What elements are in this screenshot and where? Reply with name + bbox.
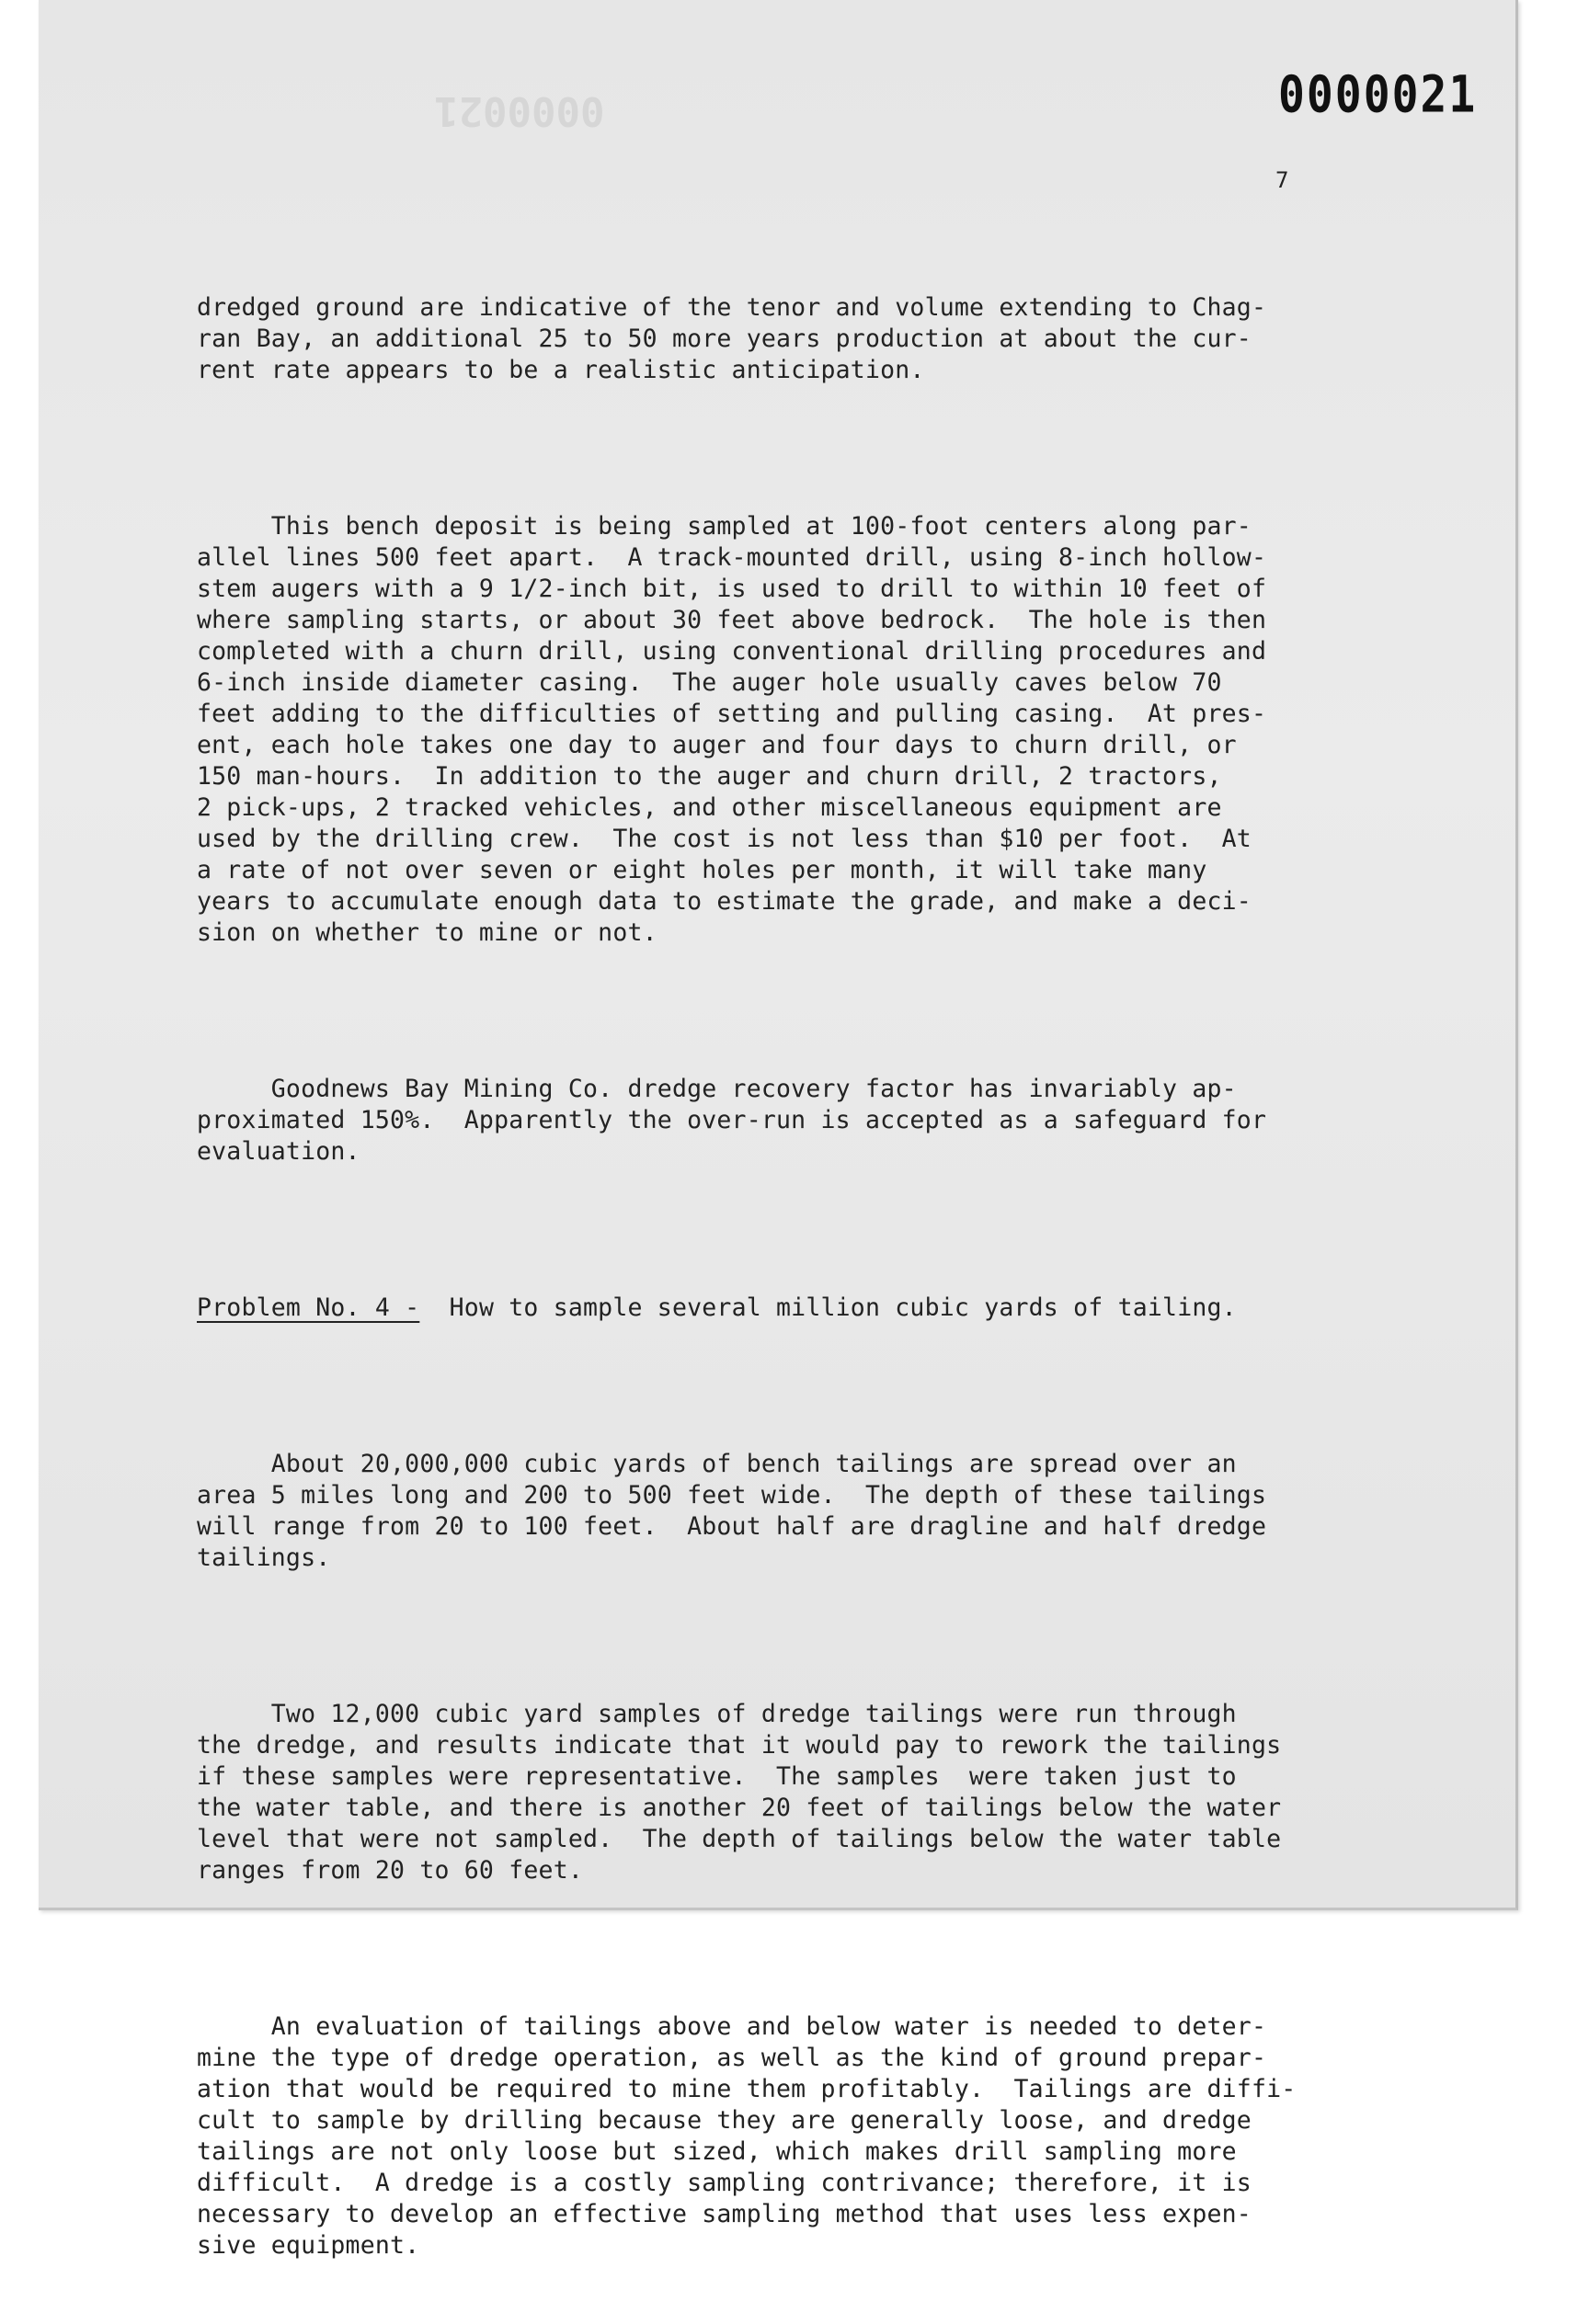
- text-line: level that were not sampled. The depth of tailings below the water table: [197, 1825, 1282, 1853]
- text-line: area 5 miles long and 200 to 500 feet wide. The depth of these tailings: [197, 1481, 1267, 1509]
- problem-heading-label: Problem No. 4 -: [197, 1293, 420, 1322]
- text-line: used by the drilling crew. The cost is not less than $10 per foot. At: [197, 825, 1252, 853]
- paragraph: [197, 1449, 1346, 1574]
- text-line: proximated 150%. Apparently the over-run is accepted as a safeguard for: [197, 1106, 1267, 1134]
- text-line: the water table, and there is another 20 feet of tailings below the water: [197, 1794, 1282, 1822]
- text-line: cult to sample by drilling because they are generally loose, and dredge: [197, 2106, 1252, 2135]
- paragraph: [197, 1074, 1346, 1168]
- text-line: About 20,000,000 cubic yards of bench tailings are spread over an: [197, 1450, 1237, 1478]
- text-line: rent rate appears to be a realistic anticipation.: [197, 356, 925, 384]
- text-line: years to accumulate enough data to estimate the grade, and make a deci-: [197, 887, 1252, 916]
- text-line: ent, each hole takes one day to auger and four days to churn drill, or: [197, 731, 1237, 759]
- problem-heading-text: How to sample several million cubic yards of tailing.: [419, 1293, 1237, 1322]
- text-line: dredged ground are indicative of the tenor and volume extending to Chag-: [197, 293, 1267, 322]
- text-line: An evaluation of tailings above and below water is needed to deter-: [197, 2012, 1267, 2041]
- text-line: tailings.: [197, 1544, 331, 1572]
- text-line: 150 man-hours. In addition to the auger and churn drill, 2 tractors,: [197, 762, 1222, 791]
- paragraph: [197, 511, 1346, 949]
- text-line: ation that would be required to mine them profitably. Tailings are diffi-: [197, 2075, 1297, 2103]
- text-line: where sampling starts, or about 30 feet above bedrock. The hole is then: [197, 606, 1267, 634]
- text-line: completed with a churn drill, using conventional drilling procedures and: [197, 637, 1267, 666]
- bleed-through-stamp: 0000021: [434, 87, 605, 134]
- paragraph: [197, 2011, 1346, 2261]
- text-line: ran Bay, an additional 25 to 50 more years production at about the cur-: [197, 325, 1252, 353]
- text-line: sive equipment.: [197, 2231, 420, 2260]
- text-line: a rate of not over seven or eight holes per month, it will take many: [197, 856, 1207, 884]
- text-line: This bench deposit is being sampled at 100-foot centers along par-: [197, 512, 1252, 541]
- page-number: 7: [1275, 167, 1289, 193]
- text-line: allel lines 500 feet apart. A track-mounted drill, using 8-inch hollow-: [197, 543, 1267, 572]
- problem-heading: [197, 1293, 1346, 1324]
- text-line: 6-inch inside diameter casing. The auger hole usually caves below 70: [197, 668, 1222, 697]
- text-line: difficult. A dredge is a costly sampling contrivance; therefore, it is: [197, 2169, 1252, 2197]
- text-line: tailings are not only loose but sized, which makes drill sampling more: [197, 2137, 1237, 2166]
- text-line: sion on whether to mine or not.: [197, 918, 657, 947]
- text-line: necessary to develop an effective sampling method that uses less expen-: [197, 2200, 1252, 2228]
- text-line: the dredge, and results indicate that it would pay to rework the tailings: [197, 1731, 1282, 1760]
- paragraph: [197, 292, 1346, 386]
- text-line: Goodnews Bay Mining Co. dredge recovery factor has invariably ap-: [197, 1075, 1237, 1103]
- text-line: Two 12,000 cubic yard samples of dredge tailings were run through: [197, 1700, 1237, 1728]
- text-line: will range from 20 to 100 feet. About half are dragline and half dredge: [197, 1512, 1267, 1541]
- text-line: evaluation.: [197, 1137, 360, 1166]
- text-line: mine the type of dredge operation, as well as the kind of ground prepar-: [197, 2044, 1267, 2072]
- document-body: [197, 230, 1346, 2324]
- paragraph: [197, 1699, 1346, 1886]
- text-line: stem augers with a 9 1/2-inch bit, is used to drill to within 10 feet of: [197, 575, 1267, 603]
- text-line: 2 pick-ups, 2 tracked vehicles, and other miscellaneous equipment are: [197, 793, 1222, 822]
- text-line: ranges from 20 to 60 feet.: [197, 1856, 584, 1885]
- text-line: if these samples were representative. The samples were taken just to: [197, 1762, 1237, 1791]
- text-line: feet adding to the difficulties of setting and pulling casing. At pres-: [197, 700, 1267, 728]
- document-id-stamp: 0000021: [1278, 64, 1478, 125]
